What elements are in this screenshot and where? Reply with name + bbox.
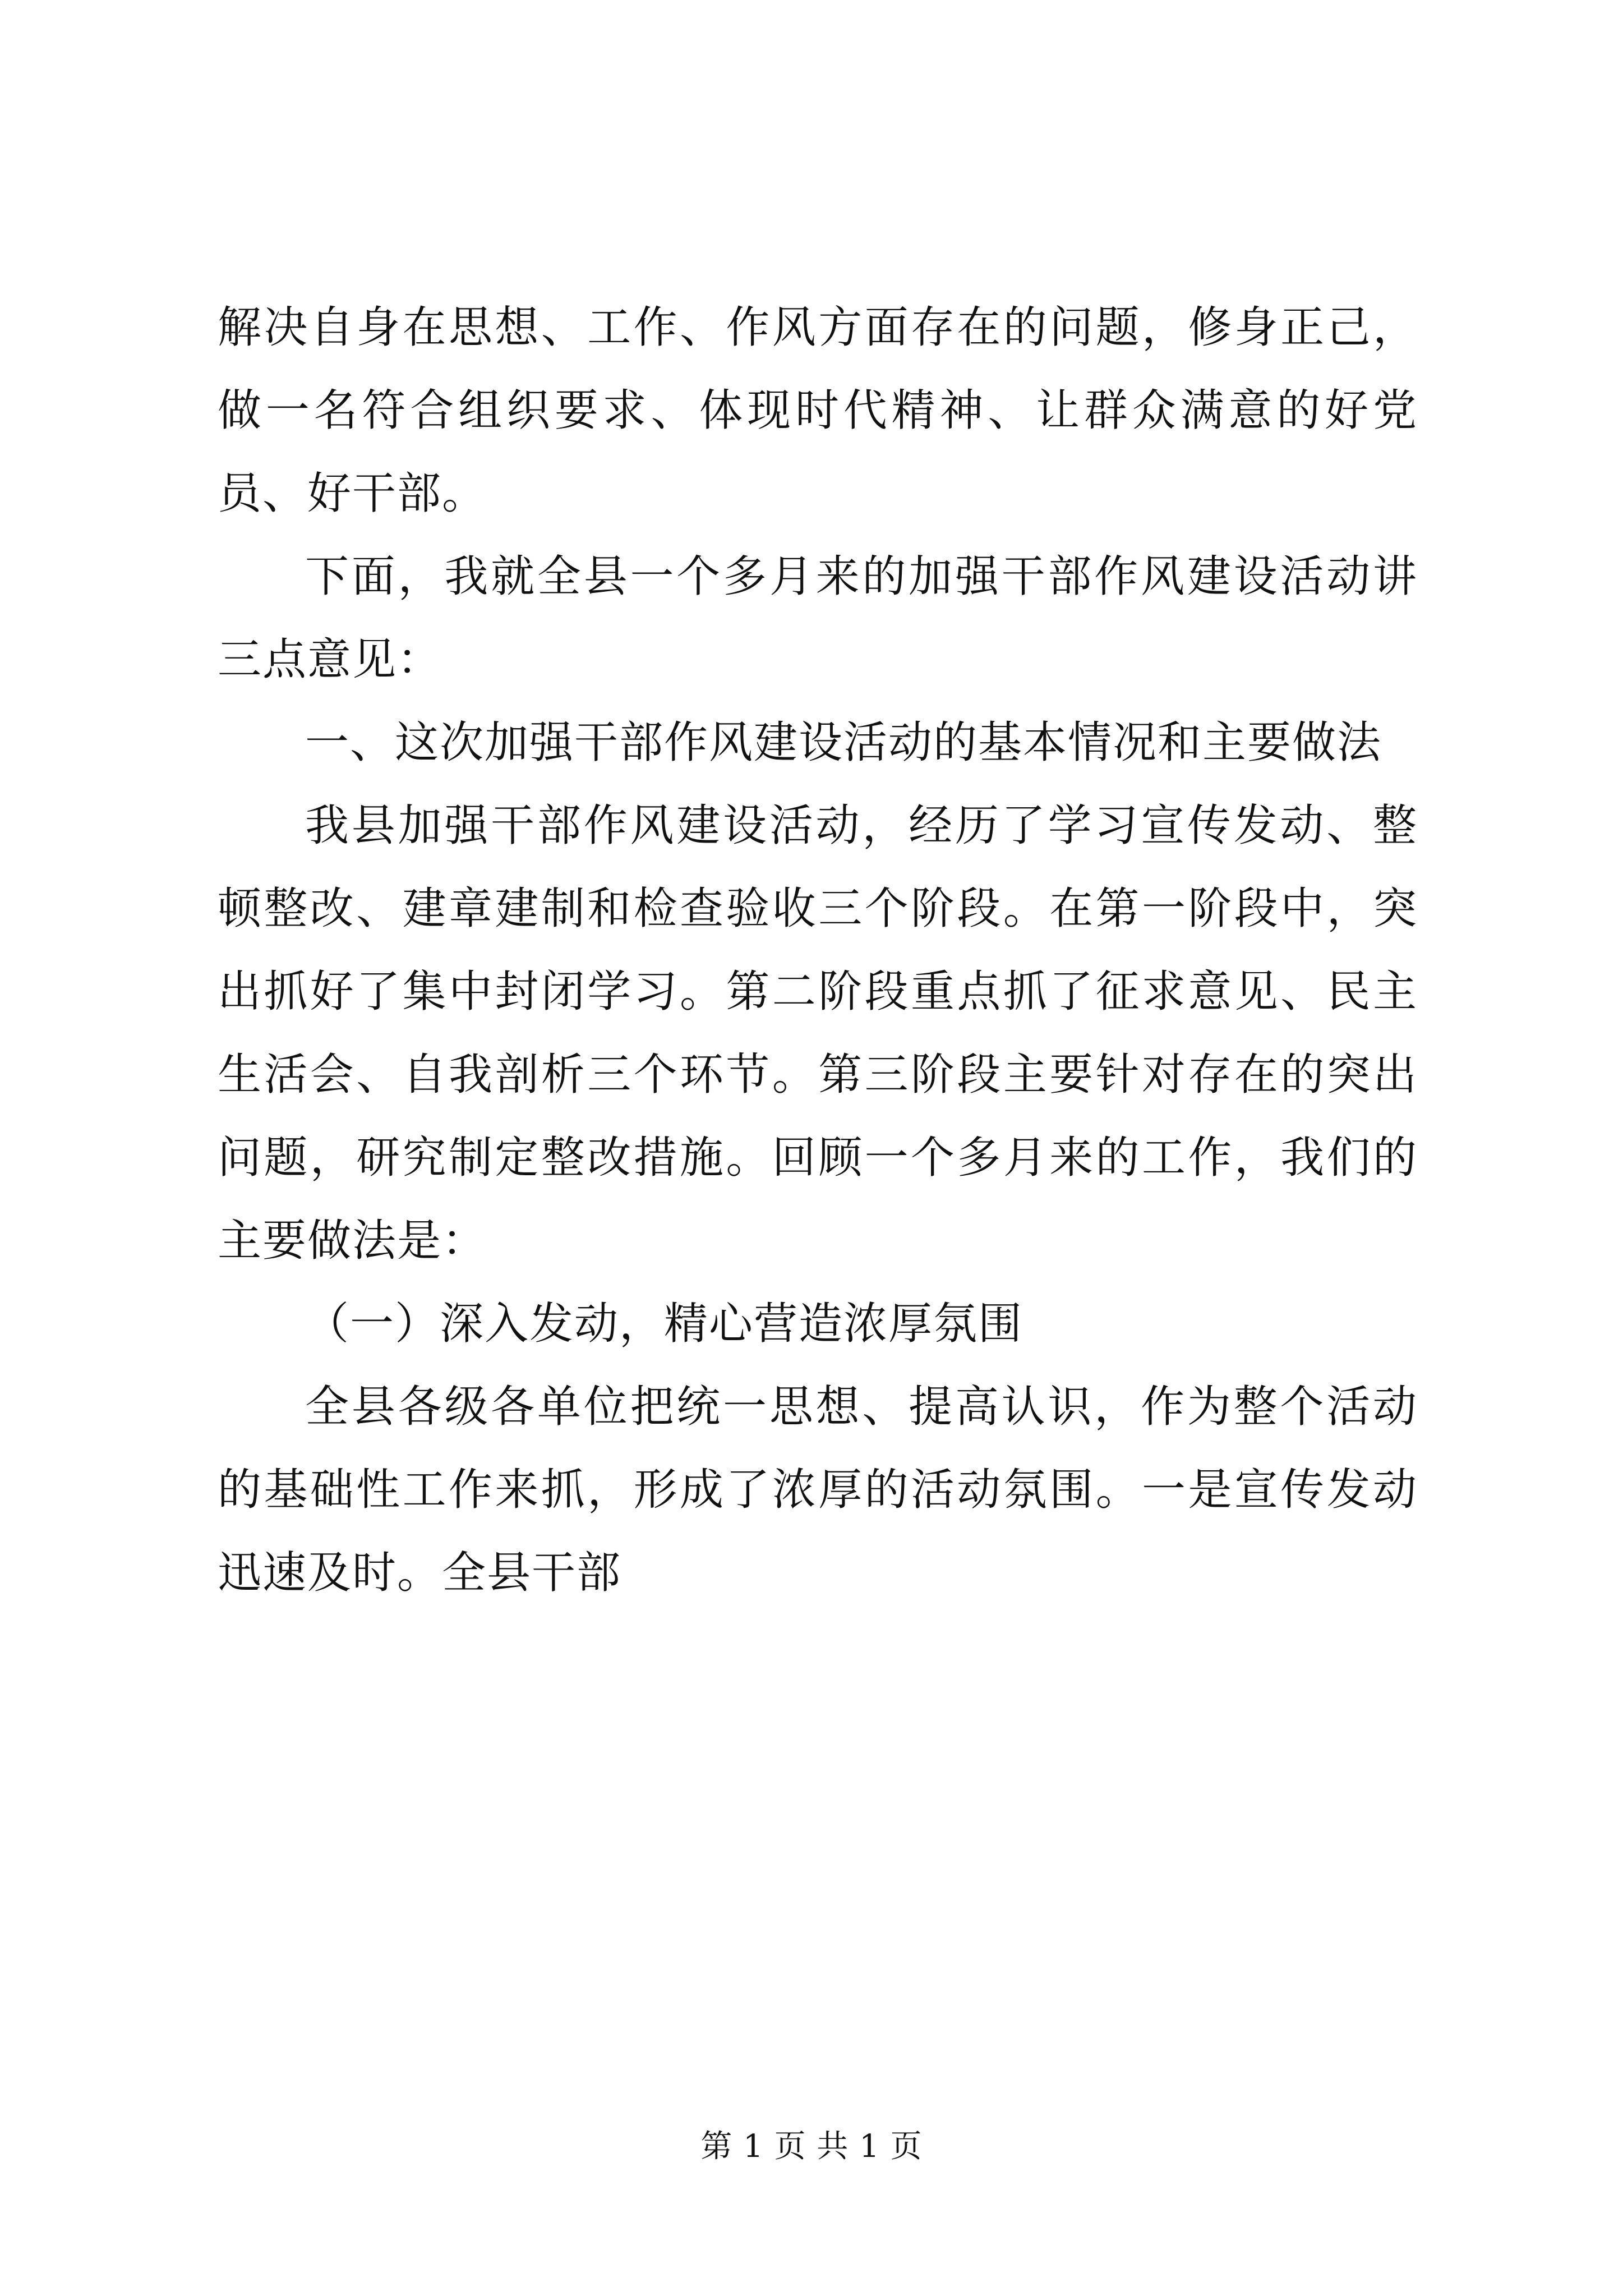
page-number-label: 第 1 页 共 1 页 [700,2128,923,2165]
page-footer [0,2127,1623,2166]
subsection-heading-one: （一）深入发动，精心营造浓厚氛围 [305,1299,1023,1349]
document-body [218,286,1418,1614]
paragraph-stages: 我县加强干部作风建设活动，经历了学习宣传发动、整顿整改、建章建制和检查验收三个阶段。在第一阶段中，突出抓好了集中封闭学习。第二阶段重点抓了征求意见、民主生活会、自我剖析三个环节。第三阶段主要针对存在的突出问题，研究制定整改措施。回顾一个多月来的工作，我们的主要做法是： [218,800,1418,1266]
paragraph-continuation: 解决自身在思想、工作、作风方面存在的问题，修身正己，做一名符合组织要求、体现时代精神、让群众满意的好党员、好干部。 [218,302,1418,519]
section-heading-one: 一、这次加强干部作风建设活动的基本情况和主要做法 [305,717,1382,768]
paragraph-intro: 下面，我就全县一个多月来的加强干部作风建设活动讲三点意见： [218,551,1418,685]
paragraph-mobilization: 全县各级各单位把统一思想、提高认识，作为整个活动的基础性工作来抓，形成了浓厚的活动氛围。一是宣传发动迅速及时。全县干部 [218,1382,1418,1598]
